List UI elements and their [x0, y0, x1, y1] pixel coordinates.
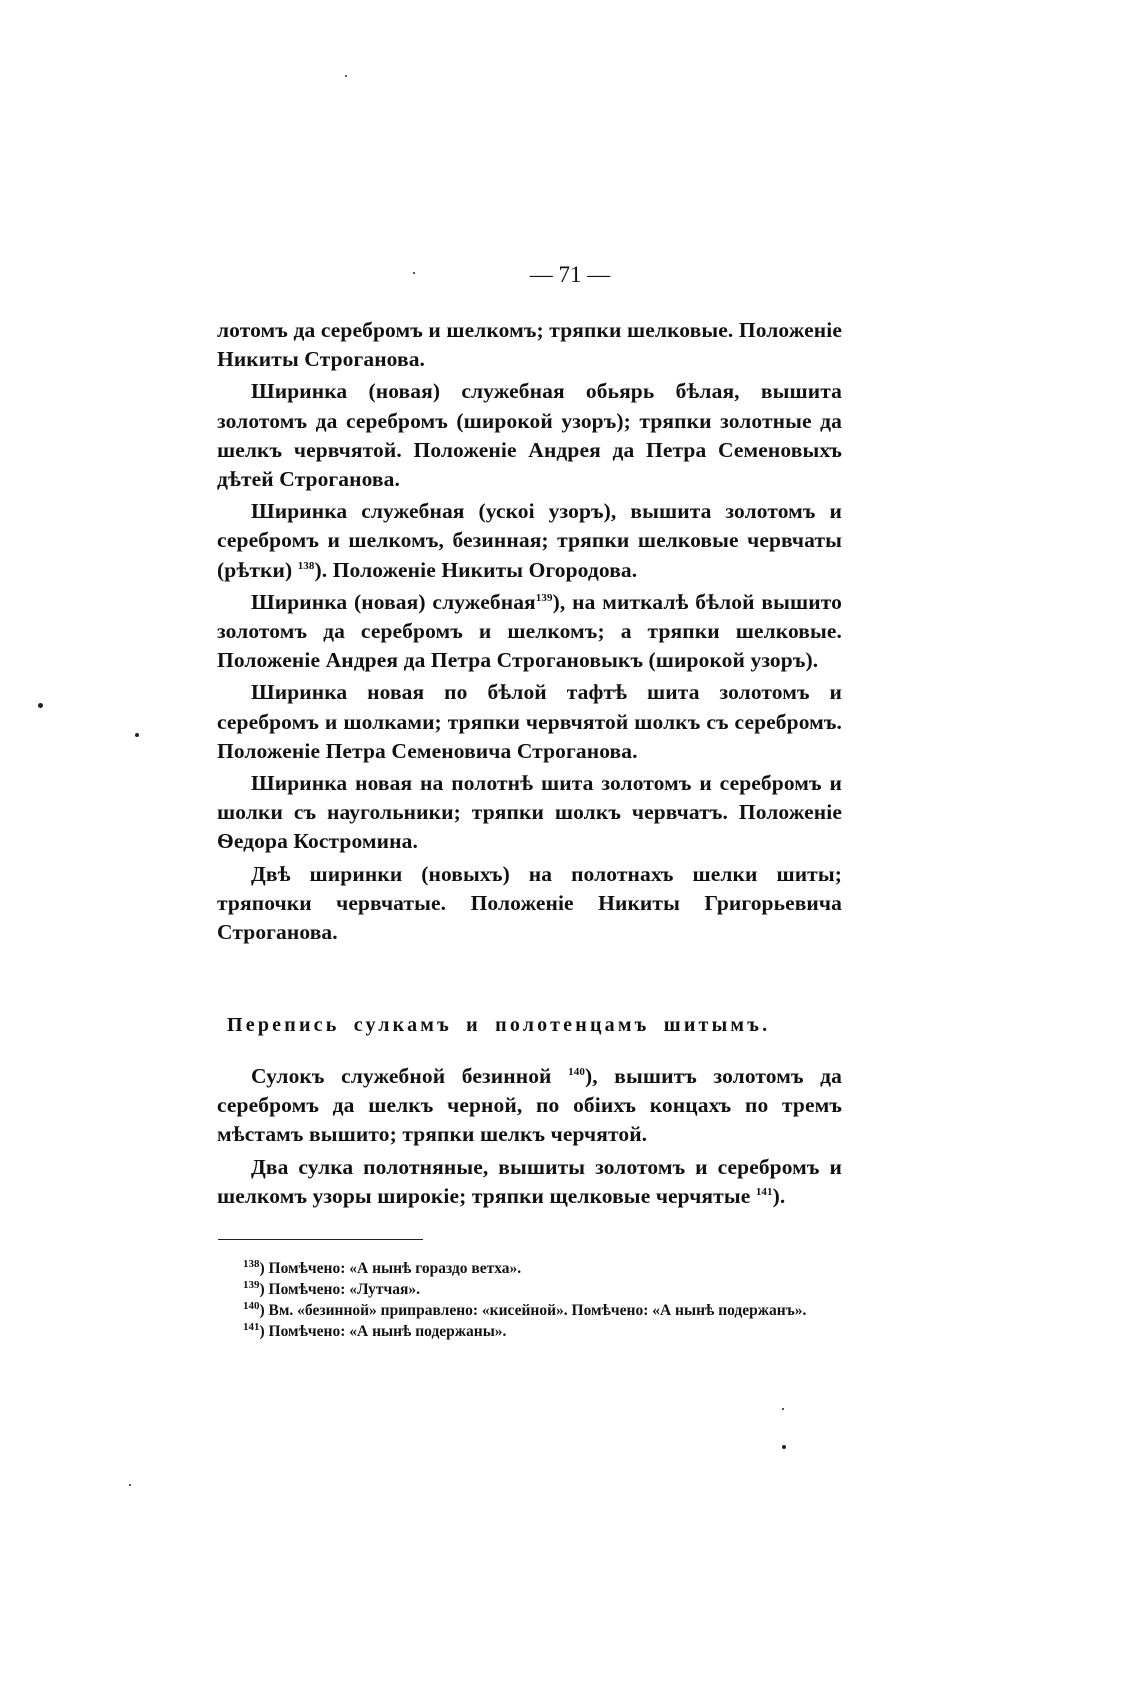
footnote-number: 138 — [243, 1257, 260, 1270]
footnote-number: 139 — [243, 1278, 260, 1291]
paragraph-text: ), вышитъ золотомъ да серебромъ да шелкъ черной, по обіихъ концахъ по тремъ мѣстамъ вышито; тряпки шелкъ черчятой. — [217, 1064, 842, 1147]
page-number: — 71 — — [529, 262, 611, 287]
footnote — [217, 1300, 842, 1321]
footnote-text: ) Вм. «безинной» приправлено: «кисейной». Помѣчено: «А нынѣ подержанъ». — [259, 1302, 807, 1319]
paragraph-text: Ширинка (новая) служебная — [251, 589, 536, 614]
footnote — [217, 1258, 842, 1279]
paragraph-text: ). Положеніе Никиты Огородова. — [314, 557, 638, 582]
footnote-ref: 141 — [755, 1185, 773, 1198]
section-text — [217, 1062, 842, 1214]
footnotes — [217, 1258, 842, 1342]
footnote-divider — [218, 1239, 423, 1240]
footnote — [217, 1279, 842, 1300]
footnote-text: ) Помѣчено: «А нынѣ подержаны». — [259, 1323, 507, 1340]
footnote-text: ) Помѣчено: «А нынѣ гораздо ветха». — [259, 1260, 522, 1277]
paragraph: Ширинка новая на полотнѣ шита золотомъ и серебромъ и шолки съ наугольники; тряпки шолкъ червчатъ. Положеніе Ѳедора Костромина. — [217, 771, 842, 854]
scan-speck — [782, 1445, 786, 1449]
footnote-text: ) Помѣчено: «Лутчая». — [259, 1281, 421, 1298]
footnote — [217, 1321, 842, 1342]
footnote-ref: 138 — [297, 559, 315, 572]
paragraph: Двѣ ширинки (новыхъ) на полотнахъ шелки шиты; тряпочки червчатые. Положеніе Никиты Григорьевича Строганова. — [217, 861, 842, 945]
scan-speck — [129, 1484, 131, 1486]
paragraph-text: Сулокъ служебной безинной — [251, 1064, 569, 1088]
scan-speck — [413, 272, 415, 274]
scan-speck — [782, 1408, 784, 1410]
scan-speck — [38, 703, 43, 708]
footnote-ref: 140 — [568, 1065, 585, 1078]
paragraph: Ширинка новая по бѣлой тафтѣ шита золотомъ и серебромъ и шолками; тряпки червчятой шолкъ съ серебромъ. Положеніе Петра Семеновича Строганова. — [217, 680, 842, 763]
footnote-ref: 139 — [535, 591, 553, 604]
scan-speck — [345, 75, 347, 77]
section-heading: Перепись сулкамъ и полотенцамъ шитымъ. — [227, 1014, 771, 1036]
scan-speck — [135, 733, 139, 737]
paragraph-text: ). — [772, 1183, 786, 1208]
main-text — [217, 316, 842, 950]
paragraph — [217, 497, 842, 585]
paragraph — [217, 1062, 842, 1150]
paragraph-text: Два сулка полотняные, вышиты золотомъ и серебромъ и шелкомъ узоры широкіе; тряпки щелковые черчятые — [217, 1154, 842, 1208]
paragraph-text: ), на миткалѣ бѣлой вышито золотомъ да серебромъ и шелкомъ; а тряпки шелковые. Положеніе Андрея да Петра Строгановыкъ (широкой узоръ). — [217, 589, 842, 673]
footnote-number: 141 — [243, 1320, 260, 1333]
paragraph: Ширинка (новая) служебная обьярь бѣлая, вышита золотомъ да серебромъ (широкой узоръ); тряпки золотные да шелкъ червчятой. Положеніе Андрея да Петра Семеновыхъ дѣтей Строганова. — [217, 379, 842, 492]
paragraph: лотомъ да серебромъ и шелкомъ; тряпки шелковые. Положеніе Никиты Строганова. — [217, 318, 842, 372]
paragraph-text: Ширинка служебная (ускоі узоръ), вышита золотомъ и серебромъ и шелкомъ, безинная; тряпки шелковые червчаты (рѣтки) — [217, 499, 842, 582]
paragraph — [217, 1153, 842, 1211]
footnote-number: 140 — [243, 1299, 260, 1312]
paragraph — [217, 588, 842, 676]
